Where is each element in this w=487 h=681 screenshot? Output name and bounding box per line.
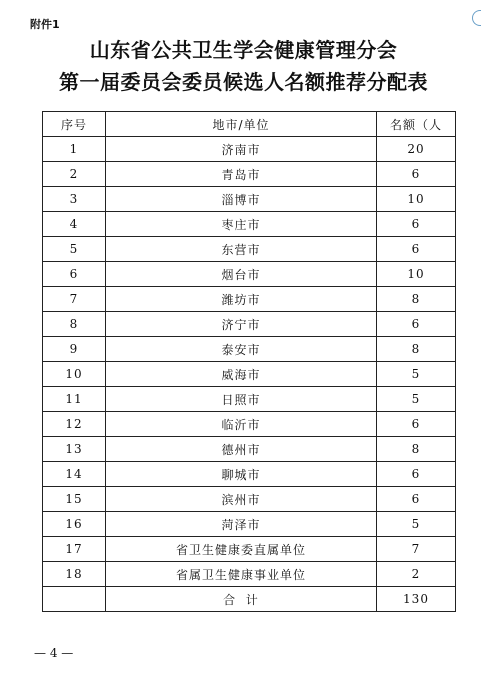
table-row <box>43 362 456 387</box>
row-region: 德州市 <box>106 437 377 462</box>
table-row <box>43 537 456 562</box>
row-region: 青岛市 <box>106 162 377 187</box>
table-row <box>43 187 456 212</box>
table-row <box>43 562 456 587</box>
row-index: 10 <box>43 362 106 387</box>
table-row <box>43 337 456 362</box>
table-row <box>43 512 456 537</box>
table-row <box>43 137 456 162</box>
row-quota: 6 <box>377 162 456 187</box>
table-row <box>43 387 456 412</box>
row-index: 16 <box>43 512 106 537</box>
row-region: 潍坊市 <box>106 287 377 312</box>
row-index: 3 <box>43 187 106 212</box>
row-quota: 6 <box>377 212 456 237</box>
table-total-row <box>43 587 456 612</box>
table-row <box>43 237 456 262</box>
header-quota: 名额（人 <box>377 112 456 137</box>
row-quota: 5 <box>377 387 456 412</box>
row-quota: 6 <box>377 412 456 437</box>
row-region: 威海市 <box>106 362 377 387</box>
table-header-row <box>43 112 456 137</box>
row-index: 12 <box>43 412 106 437</box>
row-region: 东营市 <box>106 237 377 262</box>
table-row <box>43 487 456 512</box>
table-row <box>43 162 456 187</box>
total-index-cell <box>43 587 106 612</box>
header-region: 地市/单位 <box>106 112 377 137</box>
table-row <box>43 437 456 462</box>
total-label: 合 计 <box>106 587 377 612</box>
table-body <box>43 137 456 587</box>
row-quota: 8 <box>377 437 456 462</box>
row-quota: 5 <box>377 362 456 387</box>
table-row <box>43 312 456 337</box>
document-title-line1: 山东省公共卫生学会健康管理分会 <box>89 38 398 62</box>
table-row <box>43 462 456 487</box>
row-index: 1 <box>43 137 106 162</box>
row-quota: 10 <box>377 262 456 287</box>
row-index: 15 <box>43 487 106 512</box>
row-index: 17 <box>43 537 106 562</box>
row-region: 菏泽市 <box>106 512 377 537</box>
header-index: 序号 <box>43 112 106 137</box>
row-region: 日照市 <box>106 387 377 412</box>
row-region: 济宁市 <box>106 312 377 337</box>
table-row <box>43 287 456 312</box>
row-region: 临沂市 <box>106 412 377 437</box>
row-index: 14 <box>43 462 106 487</box>
row-quota: 20 <box>377 137 456 162</box>
row-region: 淄博市 <box>106 187 377 212</box>
row-region: 省卫生健康委直属单位 <box>106 537 377 562</box>
row-index: 8 <box>43 312 106 337</box>
row-index: 13 <box>43 437 106 462</box>
total-value: 130 <box>377 587 456 612</box>
row-quota: 2 <box>377 562 456 587</box>
row-index: 6 <box>43 262 106 287</box>
row-index: 7 <box>43 287 106 312</box>
quota-table <box>42 111 456 612</box>
row-region: 枣庄市 <box>106 212 377 237</box>
row-index: 18 <box>43 562 106 587</box>
table-row <box>43 412 456 437</box>
row-quota: 6 <box>377 487 456 512</box>
row-quota: 6 <box>377 462 456 487</box>
page-number: — 4 — <box>34 646 74 660</box>
row-quota: 8 <box>377 337 456 362</box>
attachment-label: 附件1 <box>30 18 60 31</box>
corner-mark <box>472 10 481 26</box>
row-quota: 5 <box>377 512 456 537</box>
row-quota: 6 <box>377 312 456 337</box>
row-region: 聊城市 <box>106 462 377 487</box>
row-region: 烟台市 <box>106 262 377 287</box>
row-quota: 8 <box>377 287 456 312</box>
table-row <box>43 212 456 237</box>
row-quota: 7 <box>377 537 456 562</box>
row-index: 11 <box>43 387 106 412</box>
row-region: 济南市 <box>106 137 377 162</box>
document-title-line2: 第一届委员会委员候选人名额推荐分配表 <box>59 70 428 94</box>
row-index: 2 <box>43 162 106 187</box>
row-index: 4 <box>43 212 106 237</box>
row-quota: 6 <box>377 237 456 262</box>
row-index: 5 <box>43 237 106 262</box>
row-index: 9 <box>43 337 106 362</box>
row-region: 省属卫生健康事业单位 <box>106 562 377 587</box>
row-region: 泰安市 <box>106 337 377 362</box>
row-quota: 10 <box>377 187 456 212</box>
row-region: 滨州市 <box>106 487 377 512</box>
table-row <box>43 262 456 287</box>
